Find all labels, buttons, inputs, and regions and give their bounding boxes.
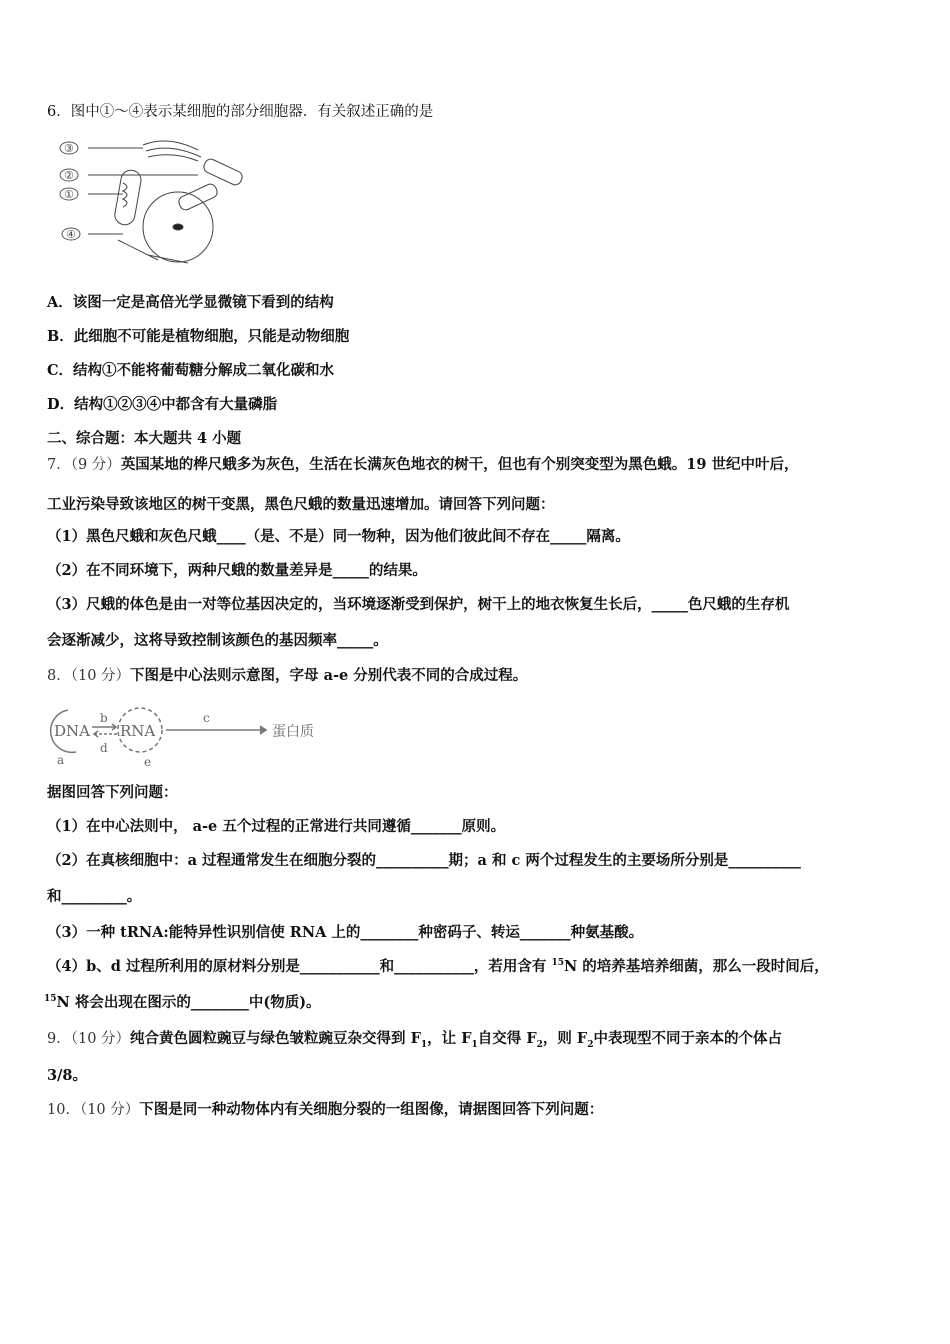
q8-lead: 据图回答下列问题：: [47, 784, 178, 801]
q7-part2: （2）在不同环境下，两种尺蛾的数量差异是_____的结果。: [47, 562, 427, 579]
q9-text: 中表现型不同于亲本的个体占: [593, 1030, 782, 1047]
q9-text: ，让 F: [427, 1030, 472, 1047]
process-b-label: b: [100, 711, 108, 725]
process-a-label: a: [57, 753, 65, 767]
q10-stem: [47, 1100, 603, 1120]
q7-stem-line2: 工业污染导致该地区的树干变黑，黑色尺蛾的数量迅速增加。请回答下列问题：: [47, 496, 555, 513]
process-d-label: d: [100, 741, 108, 755]
subscript: 1: [471, 1039, 478, 1050]
q8-number: 8．（10 分）: [47, 668, 131, 684]
q7-part1: （1）黑色尺蛾和灰色尺蛾____（是、不是）同一物种，因为他们彼此间不存在_____隔离。: [47, 528, 630, 545]
q8-part4-b: N 的培养基培养细菌，那么一段时间后，: [564, 958, 829, 975]
q7-number: 7．（9 分）: [47, 457, 121, 473]
q6-option-b: B．此细胞不可能是植物细胞，只能是动物细胞: [47, 328, 350, 345]
q8-part1: （1）在中心法则中， a-e 五个过程的正常进行共同遵循_______原则。: [47, 818, 506, 835]
subscript: 1: [420, 1039, 428, 1050]
dna-label: DNA: [54, 722, 90, 740]
q9-number: 9．（10 分）: [47, 1031, 131, 1047]
q7-part3-cont: 会逐渐减少，这将导致控制该颜色的基因频率_____。: [47, 632, 388, 649]
subscript: 2: [587, 1039, 594, 1050]
q9-text: 自交得 F: [477, 1030, 537, 1047]
isotope-superscript: 15: [551, 958, 564, 969]
q8-part4-a: （4）b、d 过程所利用的原材料分别是___________和___________，若用含有: [47, 958, 552, 975]
q9-text: 纯合黄色圆粒豌豆与绿色皱粒豌豆杂交得到 F: [130, 1030, 421, 1047]
q9-text: ，则 F: [542, 1030, 588, 1047]
cell-organelle-figure: [58, 135, 258, 270]
q6-option-a: A．该图一定是高倍光学显微镜下看到的结构: [47, 294, 334, 311]
q8-part3: （3）一种 tRNA:能特异性识别信使 RNA 上的________种密码子、转运_______种氨基酸。: [47, 924, 644, 941]
q6-option-c: C．结构①不能将葡萄糖分解成二氧化碳和水: [47, 362, 335, 379]
process-e-label: e: [144, 755, 152, 769]
q8-part2-cont: 和_________。: [47, 888, 142, 905]
q6-option-d: D．结构①②③④中都含有大量磷脂: [47, 396, 278, 413]
label-2: ②: [64, 169, 74, 182]
subscript: 2: [536, 1039, 543, 1050]
q8-part2: （2）在真核细胞中：a 过程通常发生在细胞分裂的__________期；a 和 c 两个过程发生的主要场所分别是__________: [47, 852, 801, 869]
label-4: ④: [66, 228, 76, 241]
central-dogma-diagram: [48, 700, 338, 770]
q7-part3: （3）尺蛾的体色是由一对等位基因决定的，当环境逐渐受到保护，树干上的地衣恢复生长后，_____色尺蛾的生存机: [47, 596, 790, 613]
q6-stem: 6．图中①～④表示某细胞的部分细胞器．有关叙述正确的是: [47, 104, 434, 120]
rna-label: RNA: [120, 722, 156, 740]
q7-stem: 英国某地的桦尺蛾多为灰色，生活在长满灰色地衣的树干，但也有个别突变型为黑色蛾。19 世纪中叶后，: [120, 456, 799, 473]
q9-stem: [47, 1029, 782, 1049]
label-3: ③: [64, 142, 74, 155]
label-1: ①: [64, 188, 74, 201]
q8-part4-cont-text: N 将会出现在图示的________中(物质)。: [56, 994, 321, 1011]
q8-part4-cont: [44, 993, 321, 1013]
q8-part4: [47, 957, 829, 977]
section-heading: 二、综合题：本大题共 4 小题: [47, 430, 242, 447]
isotope-superscript: 15: [44, 994, 57, 1005]
protein-label: 蛋白质: [272, 724, 314, 740]
process-c-label: c: [203, 711, 210, 725]
q8-stem-text: 下图是中心法则示意图，字母 a-e 分别代表不同的合成过程。: [130, 667, 528, 684]
q9-answer-line: 3/8。: [47, 1067, 87, 1084]
q8-stem: [47, 666, 527, 686]
q10-stem-text: 下图是同一种动物体内有关细胞分裂的一组图像，请据图回答下列问题：: [139, 1101, 604, 1118]
q7-stem-line1: [47, 455, 799, 475]
q10-number: 10．（10 分）: [47, 1102, 140, 1118]
